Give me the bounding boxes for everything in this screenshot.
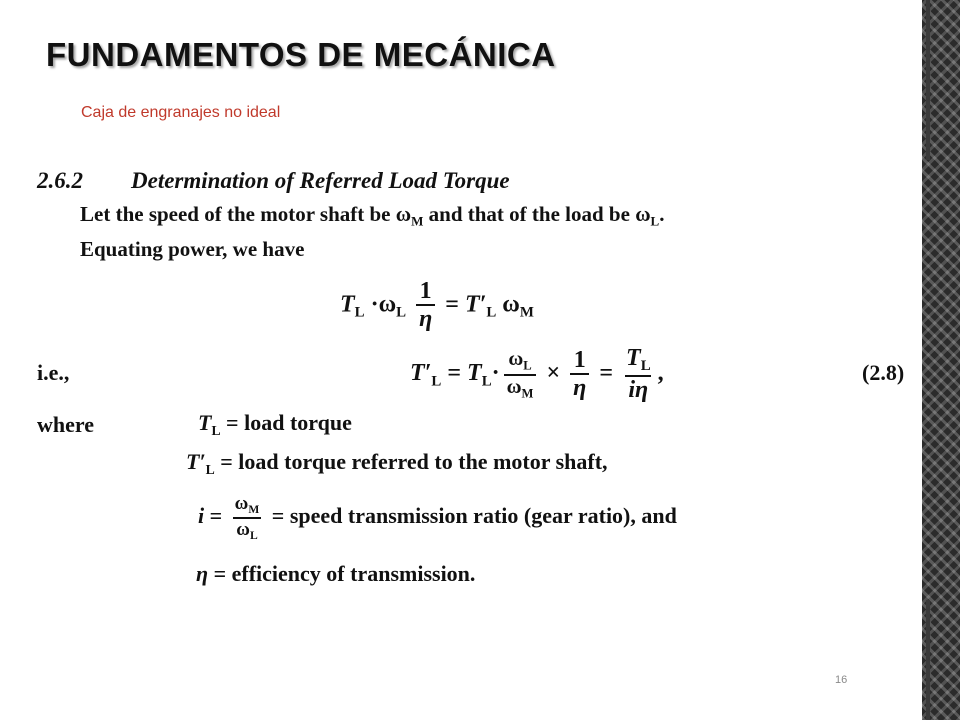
equation-number: (2.8)	[862, 360, 905, 385]
section-title: Determination of Referred Load Torque	[131, 168, 510, 193]
slide-title: FUNDAMENTOS DE MECÁNICA	[46, 36, 556, 73]
section-heading	[37, 168, 510, 194]
paragraph-line-1: Let the speed of the motor shaft be $\omega_M$ and that of the load be $\omega_L$.	[80, 202, 665, 229]
decorative-vertical-line-top	[926, 0, 930, 160]
definition-efficiency: η = efficiency of transmission.	[196, 561, 476, 586]
definition-gear-ratio: i = $\frac{\omega_M}{\omega_L}$ = speed transmission ratio (gear ratio), and	[198, 493, 677, 542]
fraction-omega-m-over-omega-l: $\frac{\omega_M}{\omega_L}$	[234, 493, 260, 542]
equation-2-8: $T'_L = T_L\cdot$ $\frac{\omega_L}{\omega_M}$ × $\frac{1}{\eta}$ = $\frac{T_L}{i\eta}$ ,	[410, 345, 664, 403]
decorative-vertical-line-bottom	[926, 600, 930, 720]
fraction-tl-over-ieta: $\frac{T_L}{i\eta}$	[626, 345, 651, 403]
paragraph-line-2: Equating power, we have	[80, 237, 305, 261]
ie-label: i.e.,	[37, 360, 70, 385]
slide-subtitle: Caja de engranajes no ideal	[81, 104, 281, 121]
text-line1-mid: and that of the load be	[423, 202, 636, 226]
page-number: 16	[835, 674, 848, 686]
definition-load-torque: $T_L$ = load torque	[198, 410, 352, 438]
definition-referred-torque: $T'_L$ = load torque referred to the motor shaft,	[186, 449, 608, 477]
fraction-one-over-eta: $\frac{1}{\eta}$	[416, 278, 435, 334]
omega-m-symbol: $\omega_M$	[395, 202, 424, 229]
where-label: where	[37, 412, 95, 437]
fraction-one-over-eta-2: $\frac{1}{\eta}$	[570, 347, 589, 403]
text-line1-prefix: Let the speed of the motor shaft be	[80, 202, 396, 226]
section-number: 2.6.2	[37, 168, 83, 193]
omega-l-symbol: $\omega_L$	[635, 202, 660, 229]
power-equation: $T_L \cdot\omega_L$ $\frac{1}{\eta}$ = $T'_L$ $\omega_M$	[340, 278, 534, 333]
fraction-omega-ratio: $\frac{\omega_L}{\omega_M}$	[504, 348, 537, 400]
